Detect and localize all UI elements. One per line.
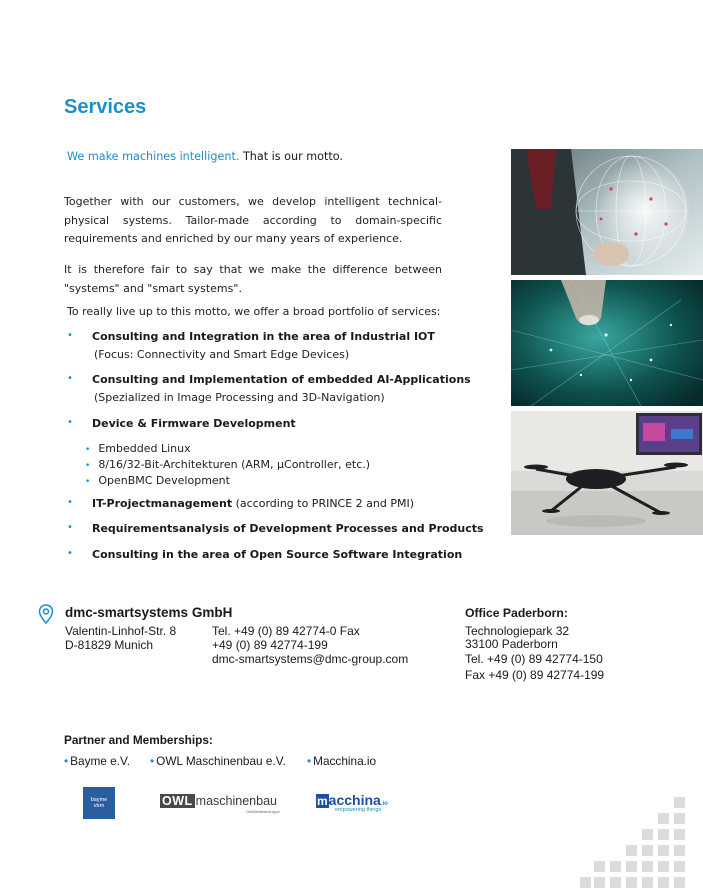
partner-item	[150, 754, 286, 768]
firmware-item-label: OpenBMC Development	[98, 474, 230, 487]
owl-logo-text: maschinenbau	[195, 794, 277, 808]
service-label-suffix: (according to PRINCE 2 and PMI)	[232, 497, 415, 510]
bullet-dot: •	[67, 373, 73, 384]
macchina-logo-text: acchina	[328, 792, 381, 808]
owl-maschinenbau-logo	[160, 794, 280, 814]
company-tel: Tel. +49 (0) 89 42774-0 Fax	[212, 624, 360, 638]
page-title: Services	[64, 96, 147, 118]
bullet-dot: •	[64, 754, 69, 768]
bayme-logo-text: bayme	[90, 797, 108, 803]
bullet-dot: •	[150, 754, 155, 768]
service-label: Consulting and Implementation of embedded AI-Applications	[92, 373, 471, 386]
map-pin-icon	[38, 604, 54, 628]
macchina-logo-io: .io	[380, 801, 388, 807]
company-email[interactable]: dmc-smartsystems@dmc-group.com	[212, 652, 409, 666]
bullet-dot: •	[67, 548, 73, 559]
sub-bullet-dot: •	[85, 445, 91, 455]
service-label: Consulting in the area of Open Source Software Integration	[92, 548, 463, 561]
sub-bullet-dot: •	[85, 461, 91, 471]
partner-label: Macchina.io	[313, 754, 377, 768]
firmware-item-label: Embedded Linux	[98, 442, 191, 455]
image-drone	[511, 411, 703, 535]
service-sub: (Focus: Connectivity and Smart Edge Devices)	[94, 348, 350, 361]
services-intro: To really live up to this motto, we offer a broad portfolio of services:	[67, 305, 441, 318]
bayme-logo-subtext: vbm	[93, 803, 105, 809]
office-street: Technologiepark 32	[465, 624, 570, 638]
image-businessman-globe	[511, 149, 703, 275]
bullet-dot: •	[67, 497, 73, 508]
company-name: dmc-smartsystems GmbH	[65, 605, 233, 620]
motto	[67, 150, 343, 163]
firmware-item	[85, 442, 191, 455]
partner-label: OWL Maschinenbau e.V.	[156, 754, 286, 768]
motto-highlight: We make machines intelligent.	[67, 150, 240, 163]
service-label: Consulting and Integration in the area of Industrial IOT	[92, 330, 435, 343]
partner-item	[307, 754, 376, 768]
company-city: D-81829 Munich	[65, 638, 154, 652]
decorative-squares	[580, 795, 703, 890]
bullet-dot: •	[67, 522, 73, 533]
service-sub: (Spezialized in Image Processing and 3D-Navigation)	[94, 391, 385, 404]
company-street: Valentin-Linhof-Str. 8	[65, 624, 177, 638]
partner-label: Bayme e.V.	[70, 754, 131, 768]
paragraph-intro: Together with our customers, we develop intelligent technical-physical systems. Tailor-made according to domain-specific requirements and enriched by our many years of experience.	[64, 195, 442, 245]
partners-heading: Partner and Memberships:	[64, 733, 213, 747]
owl-logo-box: OWL	[162, 794, 193, 808]
office-tel: Tel. +49 (0) 89 42774-150	[465, 652, 603, 666]
service-label	[92, 497, 414, 510]
owl-logo-tagline: OstWestfalenLippe	[246, 809, 280, 814]
bullet-dot: •	[67, 330, 73, 341]
firmware-item	[85, 474, 230, 487]
paragraph-difference: It is therefore fair to say that we make the difference between "systems" and "smart systems".	[64, 263, 442, 295]
service-label: Device & Firmware Development	[92, 417, 296, 430]
bullet-dot: •	[307, 754, 312, 768]
service-label: Requirementsanalysis of Development Processes and Products	[92, 522, 484, 535]
macchina-logo-mark: m	[317, 794, 328, 808]
image-touch-network	[511, 280, 703, 406]
office-fax: Fax +49 (0) 89 42774-199	[465, 668, 605, 682]
office-city: 33100 Paderborn	[465, 637, 558, 651]
office-heading: Office Paderborn:	[465, 606, 568, 620]
bayme-logo	[83, 787, 115, 819]
bullet-dot: •	[67, 417, 73, 428]
macchina-logo-tagline: empowering things	[335, 807, 382, 813]
service-label-bold: IT-Projectmanagement	[92, 497, 233, 510]
firmware-item-label: 8/16/32-Bit-Architekturen (ARM, µController, etc.)	[98, 458, 371, 471]
firmware-item	[85, 458, 370, 471]
partner-item	[64, 754, 130, 768]
macchina-io-logo	[316, 792, 388, 813]
company-fax: +49 (0) 89 42774-199	[212, 638, 328, 652]
motto-rest: That is our motto.	[239, 150, 343, 163]
sub-bullet-dot: •	[85, 477, 91, 487]
